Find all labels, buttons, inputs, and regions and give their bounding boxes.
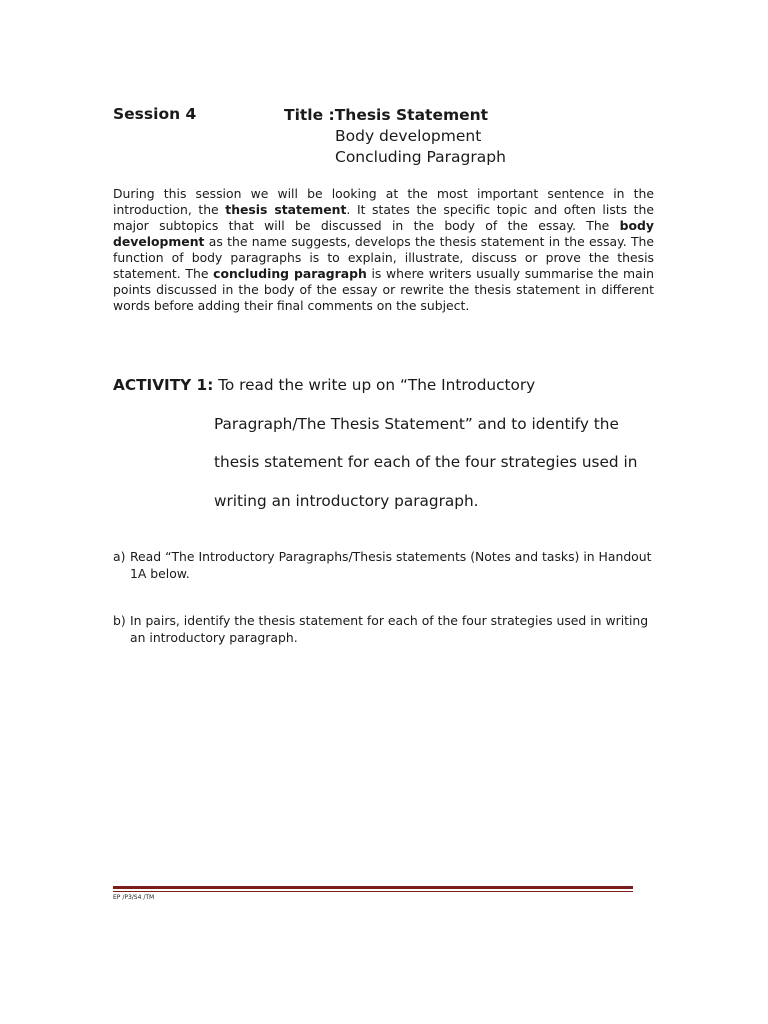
task-marker-b: b) bbox=[113, 613, 126, 628]
activity-line-4: writing an introductory paragraph. bbox=[214, 491, 479, 510]
title-body-development: Body development bbox=[335, 127, 482, 145]
task-item-b bbox=[113, 613, 658, 646]
activity-1 bbox=[113, 374, 673, 528]
session-header bbox=[113, 105, 653, 175]
task-list bbox=[113, 549, 658, 677]
title-block bbox=[284, 105, 506, 168]
term-body-development: body development bbox=[113, 218, 654, 249]
activity-line-1 bbox=[113, 374, 673, 413]
intro-text-2: . It states the specific topic and often lists the major subtopics that will be discussed in the body of the essay. The bbox=[113, 202, 654, 233]
footer-rule-thick bbox=[113, 886, 633, 889]
task-marker-a: a) bbox=[113, 549, 126, 564]
activity-label: ACTIVITY 1: bbox=[113, 376, 214, 394]
intro-text-3: as the name suggests, develops the thesis statement in the essay. The function of body paragraphs is to explain, illustrate, discuss or prove the thesis statement. The bbox=[113, 234, 654, 281]
term-thesis-statement: thesis statement bbox=[225, 202, 347, 217]
task-item-a bbox=[113, 549, 658, 582]
intro-text-4: is where writers usually summarise the main points discussed in the body of the essay or rewrite the thesis statement in different words before adding their final comments on the subject. bbox=[113, 266, 654, 313]
title-concluding-paragraph: Concluding Paragraph bbox=[335, 148, 506, 166]
activity-text-1: To read the write up on “The Introductory bbox=[213, 376, 536, 394]
task-text-a: Read “The Introductory Paragraphs/Thesis statements (Notes and tasks) in Handout 1A below. bbox=[130, 549, 652, 581]
session-label: Session 4 bbox=[113, 105, 197, 123]
footer-rule-thin bbox=[113, 891, 633, 892]
intro-text-1: During this session we will be looking at the most important sentence in the introduction, the bbox=[113, 186, 654, 217]
title-thesis-statement: Title :Thesis Statement bbox=[284, 106, 489, 124]
term-concluding-paragraph: concluding paragraph bbox=[213, 266, 367, 281]
task-text-b: In pairs, identify the thesis statement for each of the four strategies used in writing an introductory paragraph. bbox=[130, 613, 649, 645]
activity-line-2: Paragraph/The Thesis Statement” and to identify the bbox=[214, 414, 619, 433]
footer-code: EP /P3/S4 /TM bbox=[113, 894, 155, 901]
intro-paragraph bbox=[113, 186, 654, 314]
activity-line-3: thesis statement for each of the four strategies used in bbox=[214, 453, 638, 471]
